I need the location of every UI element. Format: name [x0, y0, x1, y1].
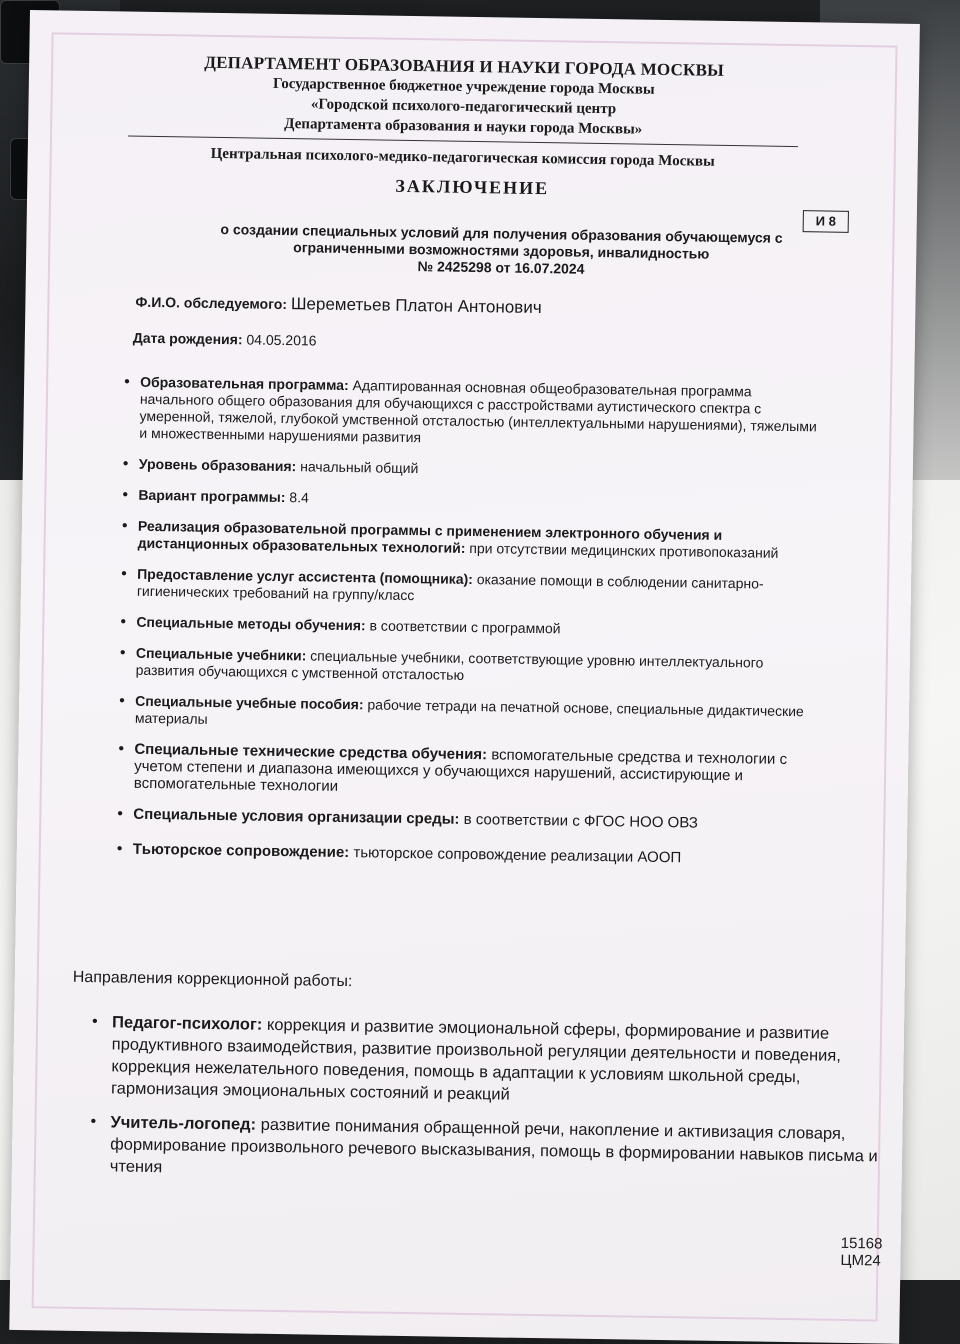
condition-value: в соответствии с программой	[369, 617, 561, 637]
list-item	[122, 518, 822, 563]
list-item	[120, 613, 820, 641]
header-line-1: Государственное бюджетное учреждение города Москвы	[272, 75, 655, 98]
document-subtitle	[186, 220, 817, 281]
header-line-2: «Городской психолого-педагогический центр	[310, 96, 617, 118]
condition-value: при отсутствии медицинских противопоказаний	[469, 539, 779, 561]
condition-value: в соответствии с ФГОС НОО ОВЗ	[463, 810, 698, 832]
condition-label: Реализация образовательной программы с применением электронного обучения и дистанционных образовательных технологий:	[137, 517, 723, 556]
subtitle-line-2: ограниченными возможностями здоровья, инвалидностью	[293, 239, 710, 262]
list-item	[90, 1111, 891, 1190]
specialist-label: Педагог-психолог:	[111, 1013, 263, 1034]
list-item	[119, 692, 819, 737]
condition-value: рабочие тетради на печатной основе, специальные дидактические материалы	[134, 696, 804, 727]
birth-date-label: Дата рождения:	[132, 329, 243, 348]
person-name-value: Шереметьев Платон Антонович	[290, 294, 542, 318]
document-title: ЗАКЛЮЧЕНИЕ	[395, 175, 550, 199]
condition-value: 8.4	[289, 489, 309, 506]
correction-heading: Направления коррекционной работы:	[72, 968, 353, 991]
condition-value: специальные учебники, соответствующие уровню интеллектуального развития обучающихся с умственной отсталостью	[135, 647, 764, 683]
list-item	[123, 374, 824, 453]
header-line-3: Департамента образования и науки города Москвы»	[284, 116, 643, 138]
condition-value: оказание помощи в соблюдении санитарно-гигиенических требований на группу/класс	[136, 571, 764, 604]
list-item	[123, 456, 823, 484]
specialist-value: развитие понимания обращенной речи, накопление и активизация словаря, формирование произвольного речевого высказывания, помощь в формировании навыков письма и чтения	[109, 1115, 878, 1177]
condition-label: Предоставление услуг ассистента (помощника):	[137, 565, 474, 588]
list-item	[91, 1011, 892, 1112]
list-item	[121, 566, 821, 611]
condition-label: Специальные учебники:	[135, 644, 307, 664]
list-item	[120, 644, 820, 689]
condition-label: Специальные условия организации среды:	[133, 805, 460, 828]
person-name-label: Ф.И.О. обследуемого:	[135, 293, 288, 313]
specialist-value: коррекция и развитие эмоциональной сферы, формирование и развитие продуктивного взаимодействия, развитие произвольной регуляции деятельности и поведения, коррекция нежелательного поведения, помощь в адаптации к условиям школьной среды, гармонизация эмоциональных состояний и реакций	[110, 1015, 842, 1104]
condition-value: начальный общий	[300, 458, 419, 477]
condition-label: Уровень образования:	[138, 455, 297, 475]
condition-label: Тьюторское сопровождение:	[132, 840, 350, 862]
specialist-label: Учитель-логопед:	[110, 1113, 257, 1134]
condition-label: Специальные учебные пособия:	[135, 692, 364, 713]
list-item	[122, 487, 822, 515]
birth-date-field	[133, 330, 317, 349]
document-header	[148, 52, 780, 173]
list-item	[118, 740, 819, 802]
condition-label: Образовательная программа:	[140, 373, 349, 394]
document-number: № 2425298 от 16.07.2024	[417, 258, 585, 277]
condition-value: Адаптированная основная общеобразовательная программа начального общего образования для обучающихся с расстройствами аутистического спектра с умеренной, тяжелой, глубокой умственной отсталостью (интеллектуальными нарушениями), тяжелыми и множественными нарушениями развития	[139, 377, 817, 446]
birth-date-value: 04.05.2016	[246, 331, 317, 349]
condition-label: Специальные методы обучения:	[136, 613, 366, 634]
conditions-list	[117, 374, 825, 869]
condition-label: Вариант программы:	[138, 486, 286, 506]
subtitle-line-1: о создании специальных условий для получения образования обучающемуся с	[220, 221, 783, 246]
condition-label: Специальные технические средства обучения:	[134, 740, 488, 764]
document-page	[9, 10, 920, 1344]
correction-list	[90, 1011, 893, 1190]
header-line-4: Центральная психолого-медико-педагогическая комиссия города Москвы	[210, 145, 715, 170]
department-name: ДЕПАРТАМЕНТ ОБРАЗОВАНИЯ И НАУКИ ГОРОДА МОСКВЫ	[204, 52, 725, 80]
condition-value: вспомогательные средства и технологии с учетом степени и диапазона имеющихся у обучающихся нарушений, ассистирующие и вспомогательные технологии	[133, 746, 788, 795]
list-item	[117, 805, 817, 833]
form-code-box: И 8	[803, 210, 849, 233]
condition-value: тьюторское сопровождение реализации АООП	[353, 844, 682, 867]
footer-code: 15168 ЦМ24	[840, 1234, 883, 1270]
